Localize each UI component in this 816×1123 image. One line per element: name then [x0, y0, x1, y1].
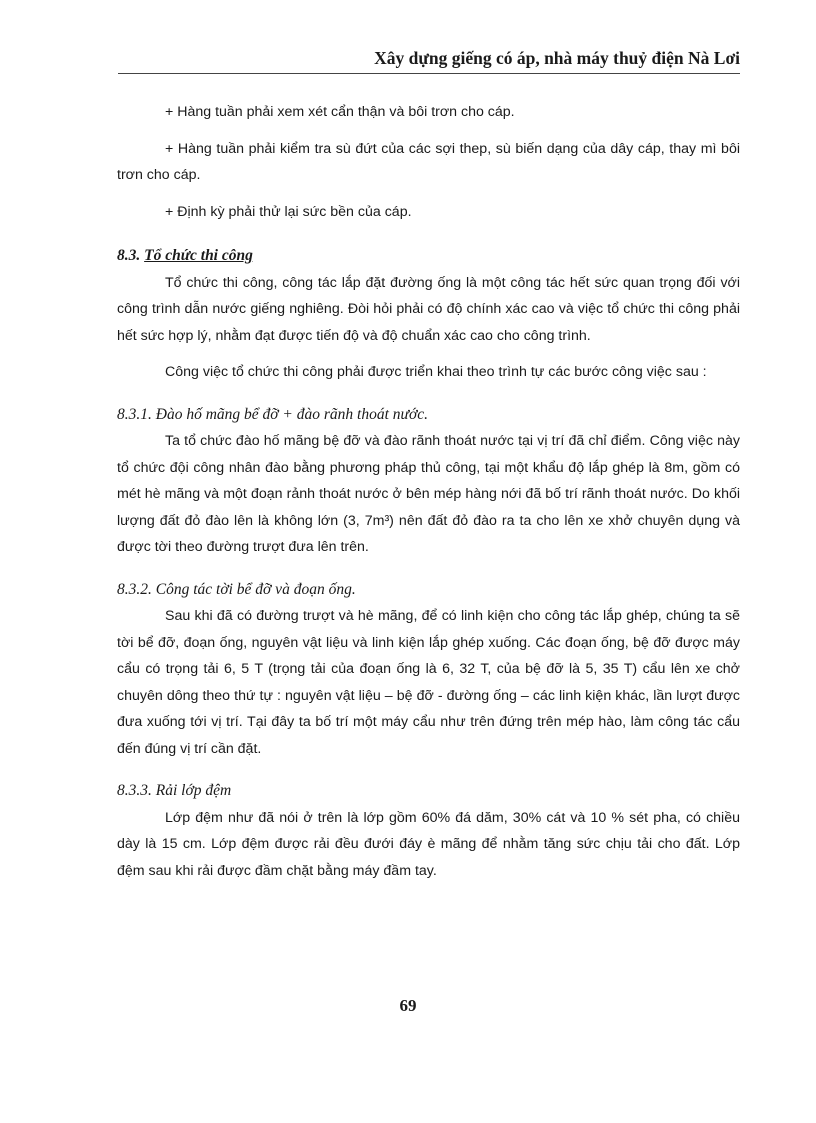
body-paragraph: Sau khi đã có đường trượt và hè mãng, để có linh kiện cho công tác lắp ghép, chúng ta sẽ tời bể đỡ, đoạn ống, nguyên vật liệu và linh kiện lắp ghép xuống. Các đoạn ống, bệ đỡ được máy cẩu có trọng tải 6, 5 T (trọng tải của đoạn ống là 6, 32 T, của bệ đỡ là 5, 35 T) cẩu lên xe chở chuyên dông theo thứ tự : nguyên vật liệu – bệ đỡ - đường ống – các linh kiện khác, lần lượt được đưa xuống tới vị trí. Tại đây ta bố trí một máy cẩu như trên đứng trên mép hào, làm công tác cẩu đến đúng vị trí cần đặt. [117, 608, 740, 757]
section-title: Tổ chức thi công [144, 247, 253, 264]
page-number: 69 [399, 996, 417, 1015]
header-rule [118, 73, 740, 74]
subsection-heading: 8.3.1. Đào hố mãng bể đỡ + đào rãnh thoát nước. [117, 405, 428, 423]
bullet-item: + Định kỳ phải thử lại sức bền của cáp. [165, 203, 412, 220]
subsection-heading: 8.3.2. Công tác tời bể đỡ và đoạn ống. [117, 580, 356, 598]
body-paragraph: Ta tổ chức đào hố mãng bệ đỡ và đào rãnh thoát nước tại vị trí đã chỉ điểm. Công việc này tổ chức đội công nhân đào bằng phương pháp thủ công, tại một khẩu độ lắp ghép là 8m, gồm có mét hè mãng và một đoạn rảnh thoát nước ở bên mép hàng nới đã bố trí rãnh thoát nước. Do khối lượng đất đỏ đào lên là không lớn (3, 7m³) nên đất đỏ đào ra ta cho lên xe xhở chuyên dụng và được tời theo đường trượt đưa lên trên. [117, 433, 740, 555]
bullet-item: + Hàng tuần phải xem xét cẩn thận và bôi trơn cho cáp. [165, 104, 515, 120]
subsection-heading: 8.3.3. Rải lớp đệm [117, 782, 232, 799]
section-heading [117, 243, 740, 270]
bullet-item: + Hàng tuần phải kiểm tra sù đứt của các sợi thep, sù biến dạng của dây cáp, thay mì bôi trơn cho cáp. [117, 140, 740, 183]
page-body [117, 99, 740, 884]
body-paragraph: Công việc tổ chức thi công phải được triển khai theo trình tự các bước công việc sau : [165, 364, 707, 380]
running-header: Xây dựng giếng có áp, nhà máy thuỷ điện Nà Lơi [374, 48, 740, 68]
body-paragraph: Tổ chức thi công, công tác lắp đặt đường ống là một công tác hết sức quan trọng đối với công trình dẫn nước giếng nghiêng. Đòi hỏi phải có độ chính xác cao và việc tổ chức thi công phải hết sức hợp lý, nhằm đạt được tiến độ và độ chuẩn xác cao cho công trình. [117, 274, 740, 344]
section-number: 8.3. [117, 247, 141, 264]
body-paragraph: Lớp đệm như đã nói ở trên là lớp gồm 60% đá dăm, 30% cát và 10 % sét pha, có chiều dày là 15 cm. Lớp đệm được rải đều đưới đáy è mãng để nhằm tăng sức chịu tải cho đất. Lớp đệm sau khi rải được đầm chặt bằng máy đầm tay. [117, 809, 740, 879]
